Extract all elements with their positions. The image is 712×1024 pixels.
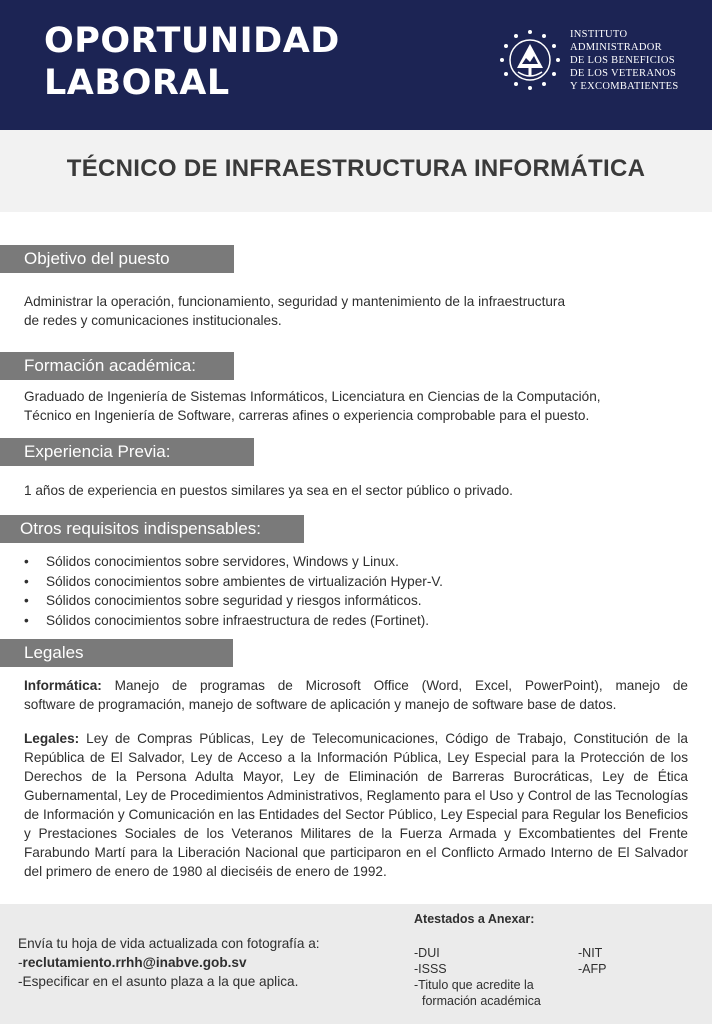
requirements-list <box>24 552 443 630</box>
el-salvador-coat-of-arms-icon <box>498 28 562 92</box>
institution-line: Y EXCOMBATIENTES <box>570 81 679 92</box>
attachments-title: Atestados a Anexar: <box>414 912 535 926</box>
objective-text <box>24 292 565 330</box>
section-heading-objective: Objetivo del puesto <box>0 245 234 273</box>
objective-line-2: de redes y comunicaciones institucionales. <box>24 313 282 328</box>
email-link[interactable]: reclutamiento.rrhh@inabve.gob.sv <box>22 955 247 970</box>
section-heading-legal: Legales <box>0 639 233 667</box>
section-heading-education: Formación académica: <box>0 352 234 380</box>
contact-block <box>18 934 320 991</box>
hero-title <box>44 20 340 104</box>
attachment-titulo-line-1: -Titulo que acredite la <box>414 978 534 992</box>
hero-line-2: LABORAL <box>44 63 230 103</box>
informatica-label: Informática: <box>24 678 102 693</box>
list-item: • Sólidos conocimientos sobre ambientes de virtualización Hyper-V. <box>24 572 443 592</box>
experience-text: 1 años de experiencia en puestos similares ya sea en el sector público o privado. <box>24 483 513 498</box>
attachment-afp: -AFP <box>578 962 607 976</box>
informatica-line-2: software de programación, manejo de software de aplicación y manejo de software base de datos. <box>24 697 617 712</box>
attachment-isss: -ISSS <box>414 962 447 976</box>
list-item: • Sólidos conocimientos sobre seguridad y riesgos informáticos. <box>24 591 443 611</box>
institution-name <box>570 28 679 93</box>
institution-line: DE LOS VETERANOS <box>570 68 677 79</box>
institution-line: ADMINISTRADOR <box>570 42 662 53</box>
legales-label: Legales: <box>24 731 80 746</box>
objective-line-1: Administrar la operación, funcionamiento, seguridad y mantenimiento de la infraestructura <box>24 294 566 309</box>
section-heading-requirements: Otros requisitos indispensables: <box>0 515 304 543</box>
email-prefix: - <box>18 955 23 970</box>
legales-paragraph <box>24 729 688 881</box>
email-line <box>18 953 320 972</box>
section-heading-experience: Experiencia Previa: <box>0 438 254 466</box>
institution-line: DE LOS BENEFICIOS <box>570 55 675 66</box>
legales-text <box>24 729 688 881</box>
hero-line-1: OPORTUNIDAD <box>44 21 340 61</box>
subject-instruction: -Especificar en el asunto plaza a la que aplica. <box>18 974 299 989</box>
institution-line: INSTITUTO <box>570 29 628 40</box>
education-line-1: Graduado de Ingeniería de Sistemas Informáticos, Licenciatura en Ciencias de la Computación, <box>24 389 601 404</box>
contact-instruction: Envía tu hoja de vida actualizada con fotografía a: <box>18 936 320 951</box>
job-title: TÉCNICO DE INFRAESTRUCTURA INFORMÁTICA <box>66 155 646 182</box>
attachment-nit: -NIT <box>578 946 603 960</box>
list-item: • Sólidos conocimientos sobre servidores, Windows y Linux. <box>24 552 443 572</box>
informatica-line-1 <box>24 676 688 695</box>
attachment-titulo-line-2: formación académica <box>422 994 541 1008</box>
legales-body: Ley de Compras Públicas, Ley de Telecomunicaciones, Código de Trabajo, Constitución de la República de El Salvador, Ley de Acceso a la Información Pública, Ley Especial para la Protección de los Derechos de la Persona Adulta Mayor, Ley de Eliminación de Barreras Burocráticas, Ley de Ética Gubernamental, Ley de Procedimientos Administrativos, Reglamento para el Uso y Control de las Tecnologías de Información y Comunicación en las Entidades del Sector Público, Ley Especial para Regular los Beneficios y Prestaciones Sociales de los Veteranos Militares de la Fuerza Armada y Excombatientes del Frente Farabundo Martí para la Liberación Nacional que participaron en el Conflicto Armado Interno de El Salvador del primero de enero de 1980 al dieciséis de enero de 1992. <box>24 731 688 879</box>
education-text <box>24 387 601 425</box>
list-item: • Sólidos conocimientos sobre infraestructura de redes (Fortinet). <box>24 611 443 631</box>
attachment-dui: -DUI <box>414 946 440 960</box>
informatica-text-1: Manejo de programas de Microsoft Office (Word, Excel, PowerPoint), manejo de <box>101 678 688 693</box>
education-line-2: Técnico en Ingeniería de Software, carreras afines o experiencia comprobable para el puesto. <box>24 408 590 423</box>
informatica-paragraph <box>24 676 688 714</box>
